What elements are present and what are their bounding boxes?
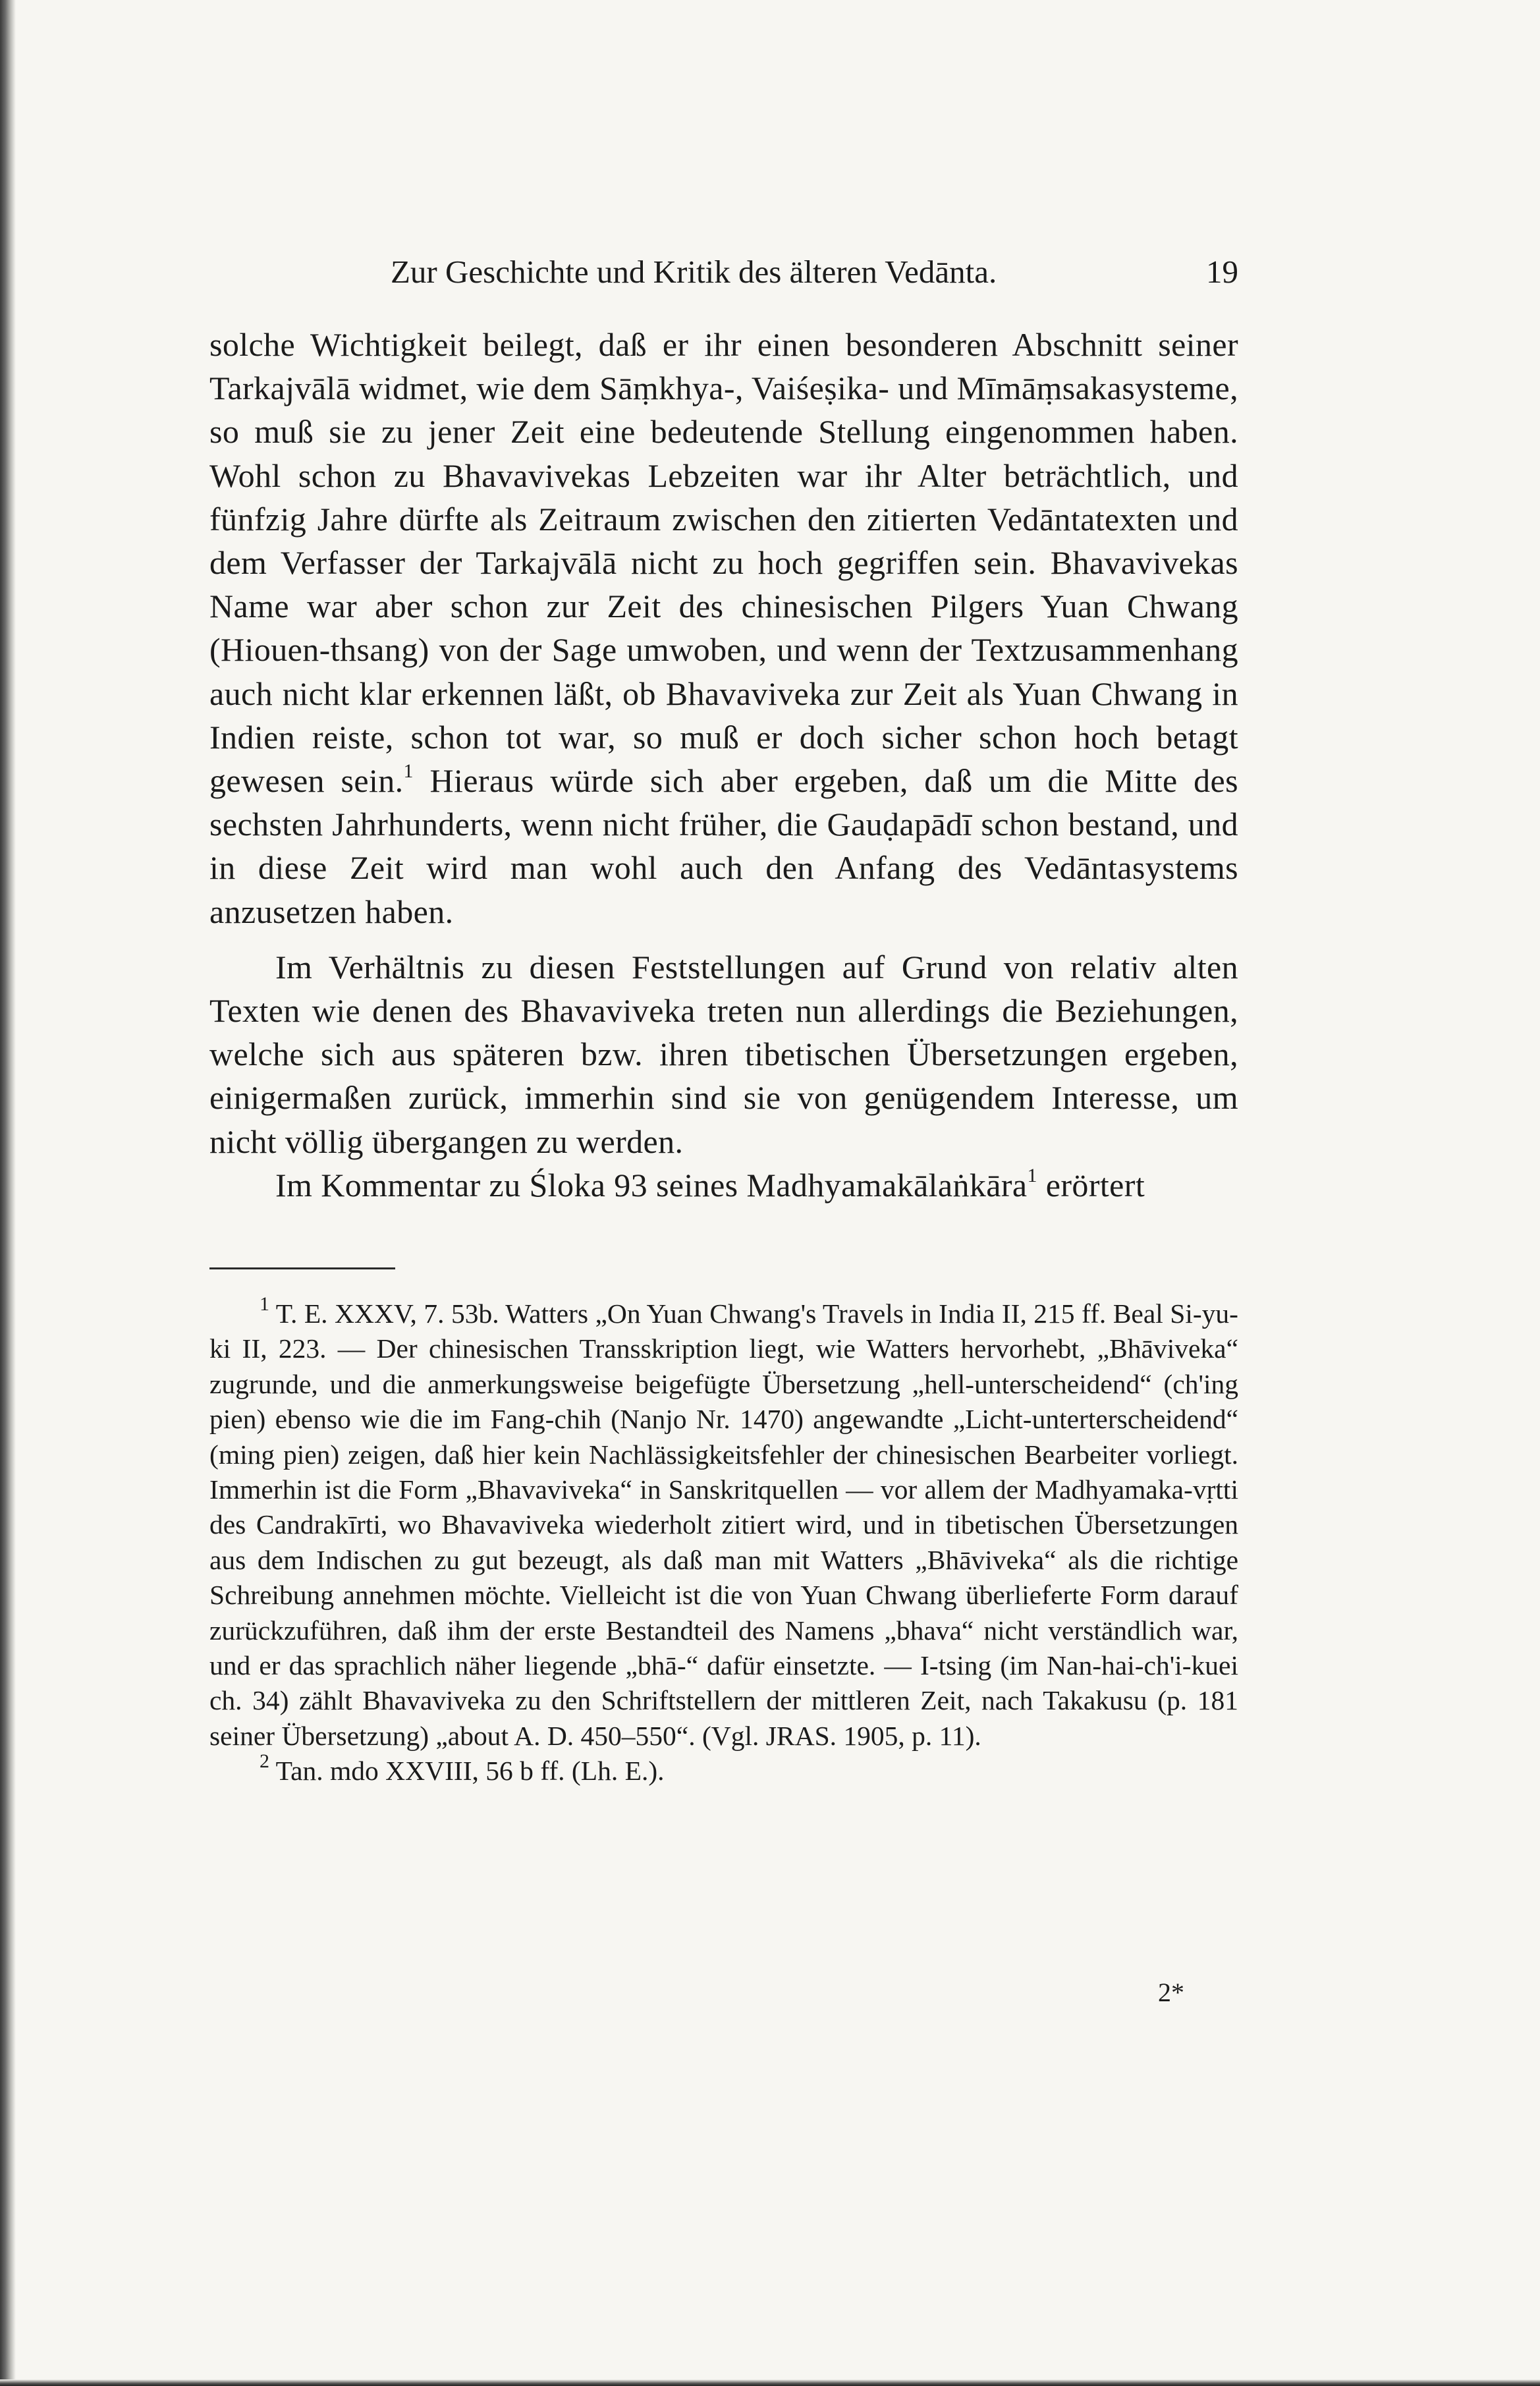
page-number: 19 xyxy=(1206,254,1238,290)
main-text xyxy=(209,323,1238,1207)
paragraph-1 xyxy=(209,323,1238,933)
paragraph-3 xyxy=(209,1163,1238,1207)
paragraph-3-tail: erörtert xyxy=(1037,1166,1145,1204)
paragraph-2: Im Verhältnis zu diesen Feststellungen auf Grund von relativ alten Texten wie denen des Bhavaviveka treten nun allerdings die Beziehungen, welche sich aus späteren bzw. ihren tibetischen Übersetzungen ergeben, einigermaßen zurück, immerhin sind sie von genügendem Interesse, um nicht völlig übergangen zu werden. xyxy=(209,948,1238,1160)
bottom-edge-shadow xyxy=(0,2379,1540,2386)
running-title: Zur Geschichte und Kritik des älteren Vedānta. xyxy=(391,254,997,290)
paragraph-1-tail: Hieraus würde sich aber ergeben, daß um die Mitte des sechsten Jahrhunderts, wenn nicht früher, die Gauḍapādī schon bestand, und in diese Zeit wird man wohl auch den Anfang des Vedāntasystems anzusetzen haben. xyxy=(209,762,1239,930)
signature-mark: 2* xyxy=(1158,1978,1184,2007)
footnotes xyxy=(209,1293,1238,1789)
footnote-ref-1: 1 xyxy=(403,760,414,783)
footnote-2-marker: 2 xyxy=(260,1750,269,1773)
paragraph-1-text: solche Wichtigkeit beilegt, daß er ihr einen besonderen Abschnitt seiner Tarkajvālā widmet, wie dem Sāṃkhya-, Vaiśeṣika- und Mīmāṃsakasysteme, so muß sie zu jener Zeit eine bedeutende Stellung eingenommen haben. Wohl schon zu Bhavavivekas Lebzeiten war ihr Alter beträchtlich, und fünfzig Jahre dürfte als Zeitraum zwischen den zitierten Vedāntatexten und dem Verfasser der Tarkajvālā nicht zu hoch gegriffen sein. Bhavavivekas Name war aber schon zur Zeit des chinesischen Pilgers Yuan Chwang (Hiouen-thsang) von der Sage umwoben, und wenn der Textzusammenhang auch nicht klar erkennen läßt, ob Bhavaviveka zur Zeit als Yuan Chwang in Indien reiste, schon tot war, so muß er doch sicher schon hoch betagt gewesen sein. xyxy=(209,326,1238,800)
footnote-ref-1b: 1 xyxy=(1027,1165,1037,1187)
paragraph-3-text: Im Kommentar zu Śloka 93 seines Madhyamakālaṅkāra xyxy=(275,1166,1028,1204)
running-head xyxy=(209,249,1238,295)
footnote-separator xyxy=(209,1267,395,1269)
footnote-1-marker: 1 xyxy=(260,1293,269,1316)
binding-edge-shadow xyxy=(0,0,16,2386)
footnote-1 xyxy=(209,1293,1238,1754)
footnote-2 xyxy=(209,1750,1238,1789)
footnote-2-text: Tan. mdo XXVIII, 56 b ff. (Lh. E.). xyxy=(275,1756,665,1787)
footnote-1-text: T. E. XXXV, 7. 53b. Watters „On Yuan Chwang's Travels in India II, 215 ff. Beal Si-yu-ki II, 223. — Der chinesischen Transskription liegt, wie Watters hervorhebt, „Bhāviveka“ zugrunde, und die anmerkungsweise beigefügte Übersetzung „hell-unterscheidend“ (ch'ing pien) ebenso wie die im Fang-chih (Nanjo Nr. 1470) angewandte „Licht-unterterscheidend“ (ming pien) zeigen, daß hier kein Nachlässigkeitsfehler der chinesischen Bearbeiter vorliegt. Immerhin ist die Form „Bhavaviveka“ in Sanskritquellen — vor allem der Madhyamaka-vṛtti des Candrakīrti, wo Bhavaviveka wiederholt zitiert wird, und in tibetischen Übersetzungen aus dem Indischen zu gut bezeugt, als daß man mit Watters „Bhāviveka“ als die richtige Schreibung annehmen möchte. Vielleicht ist die von Yuan Chwang überlieferte Form darauf zurückzuführen, daß ihm der erste Bestandteil des Namens „bhava“ nicht verständlich war, und er das sprachlich näher liegende „bhā-“ dafür einsetzte. — I-tsing (im Nan-hai-ch'i-kuei ch. 34) zählt Bhavaviveka zu den Schriftstellern der mittleren Zeit, nach Takakusu (p. 181 seiner Übersetzung) „about A. D. 450–550“. (Vgl. JRAS. 1905, p. 11). xyxy=(209,1298,1238,1751)
